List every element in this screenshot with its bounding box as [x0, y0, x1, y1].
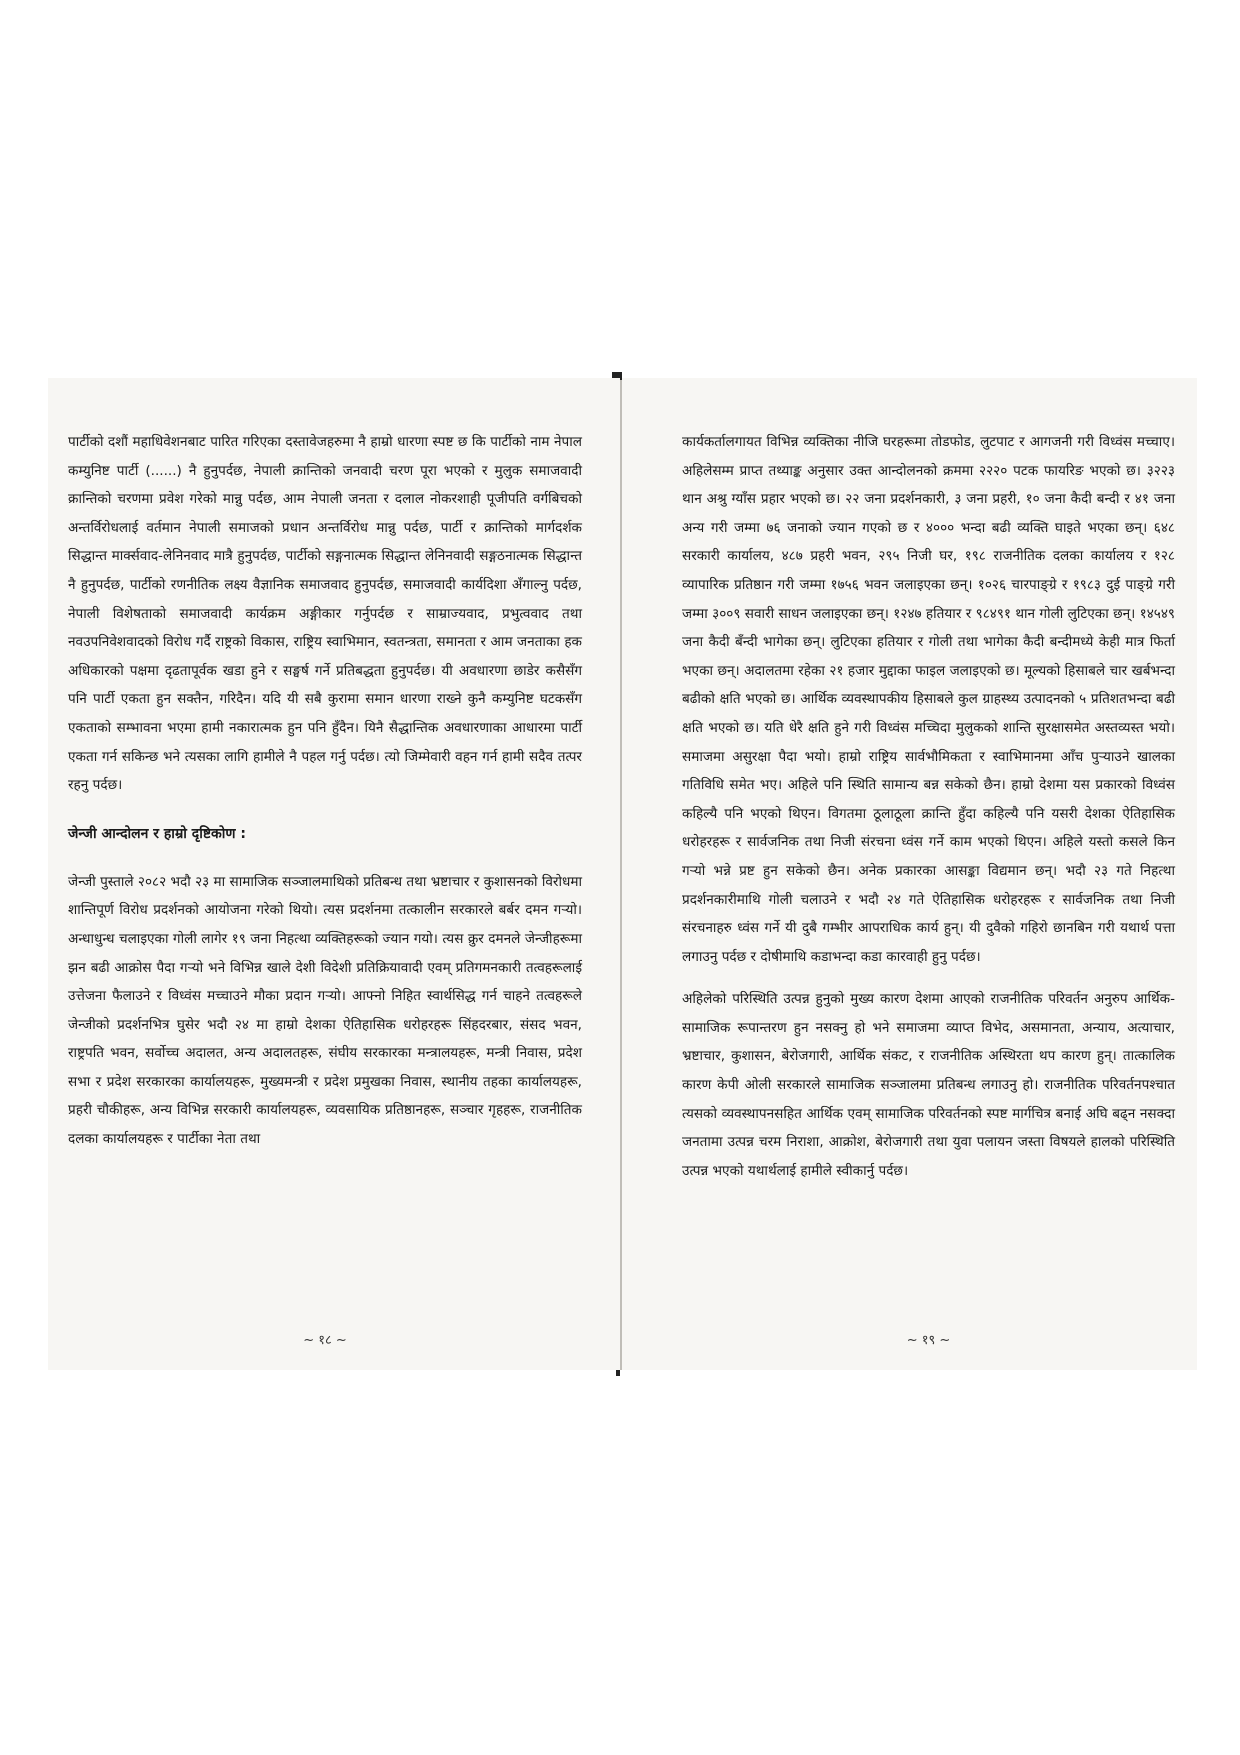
page-number: ~ १९ ~: [906, 1333, 951, 1348]
paragraph: अहिलेको परिस्थिति उत्पन्न हुनुको मुख्य कारण देशमा आएको राजनीतिक परिवर्तन अनुरुप आर्थिक-सामाजिक रूपान्तरण हुन नसक्नु हो भने समाजमा व्याप्त विभेद, असमानता, अन्याय, अत्याचार, भ्रष्टाचार, कुशासन, बेरोजगारी, आर्थिक संकट, र राजनीतिक अस्थिरता थप कारण हुन्। तात्कालिक कारण केपी ओली सरकारले सामाजिक सञ्जालमा प्रतिबन्ध लगाउनु हो। राजनीतिक परिवर्तनपश्चात त्यसको व्यवस्थापनसहित आर्थिक एवम् सामाजिक परिवर्तनको स्पष्ट मार्गचित्र बनाई अघि बढ्न नसक्दा जनतामा उत्पन्न चरम निराशा, आक्रोश, बेरोजगारी तथा युवा पलायन जस्ता विषयले हालको परिस्थिति उत्पन्न भएको यथार्थलाई हामीले स्वीकार्नु पर्दछ।: [682, 991, 1175, 1179]
paragraph: जेन्जी पुस्ताले २०८२ भदौ २३ मा सामाजिक सञ्जालमाथिको प्रतिबन्ध तथा भ्रष्टाचार र कुशासनको विरोधमा शान्तिपूर्ण विरोध प्रदर्शनको आयोजना गरेको थियो। त्यस प्रदर्शनमा तत्कालीन सरकारले बर्बर दमन गर्‍यो। अन्धाधुन्ध चलाइएका गोली लागेर १९ जना निहत्था व्यक्तिहरूको ज्यान गयो। त्यस क्रुर दमनले जेन्जीहरूमा झन बढी आक्रोस पैदा गर्‍यो भने विभिन्न खाले देशी विदेशी प्रतिक्रियावादी एवम् प्रतिगमनकारी तत्वहरूलाई उत्तेजना फैलाउने र विध्वंस मच्चाउने मौका प्रदान गर्‍यो। आफ्नो निहित स्वार्थसिद्ध गर्न चाहने तत्वहरूले जेन्जीको प्रदर्शनभित्र घुसेर भदौ २४ मा हाम्रो देशका ऐतिहासिक धरोहरहरू सिंहदरबार, संसद भवन, राष्ट्रपति भवन, सर्वोच्च अदालत, अन्य अदालतहरू, संघीय सरकारका मन्त्रालयहरू, मन्त्री निवास, प्रदेश सभा र प्रदेश सरकारका कार्यालयहरू, मुख्यमन्त्री र प्रदेश प्रमुखका निवास, स्थानीय तहका कार्यालयहरू, प्रहरी चौकीहरू, अन्य विभिन्न सरकारी कार्यालयहरू, व्यवसायिक प्रतिष्ठानहरू, सञ्चार गृहहरू, राजनीतिक दलका कार्यालयहरू र पार्टीका नेता तथा: [68, 873, 583, 1148]
paragraph: पार्टीको दशौं महाधिवेशनबाट पारित गरिएका दस्तावेजहरुमा नै हाम्रो धारणा स्पष्ट छ कि पार्टीको नाम नेपाल कम्युनिष्ट पार्टी (......) नै हुनुपर्दछ, नेपाली क्रान्तिको जनवादी चरण पूरा भएको र मुलुक समाजवादी क्रान्तिको चरणमा प्रवेश गरेको मान्नु पर्दछ, आम नेपाली जनता र दलाल नोकरशाही पूजीपति वर्गबिचको अन्तर्विरोधलाई वर्तमान नेपाली समाजको प्रधान अन्तर्विरोध मान्नु पर्दछ, पार्टी र क्रान्तिको मार्गदर्शक सिद्धान्त मार्क्सवाद-लेनिनवाद मात्रै हुनुपर्दछ, पार्टीको सङ्गनात्मक सिद्धान्त लेनिनवादी सङ्गठनात्मक सिद्धान्त नै हुनुपर्दछ, पार्टीको रणनीतिक लक्ष्य वैज्ञानिक समाजवाद हुनुपर्दछ, समाजवादी कार्यदिशा अँगाल्नु पर्दछ, नेपाली विशेषताको समाजवादी कार्यक्रम अङ्गीकार गर्नुपर्दछ र साम्राज्यवाद, प्रभुत्ववाद तथा नवउपनिवेशवादको विरोध गर्दै राष्ट्रको विकास, राष्ट्रिय स्वाभिमान, स्वतन्त्रता, समानता र आम जनताका हक अधिकारको पक्षमा दृढतापूर्वक खडा हुने र सङ्घर्ष गर्ने प्रतिबद्धता हुनुपर्दछ। यी अवधारणा छाडेर कसैसँग पनि पार्टी एकता हुन सक्तैन, गरिदैन। यदि यी सबै कुरामा समान धारणा राख्ने कुनै कम्युनिष्ट घटकसँग एकताको सम्भावना भएमा हामी नकारात्मक हुन पनि हुँदैन। यिनै सैद्धान्तिक अवधारणाका आधारमा पार्टी एकता गर्न सकिन्छ भने त्यसका लागि हामीले नै पहल गर्नु पर्दछ। त्यो जिम्मेवारी वहन गर्न हामी सदैव तत्पर रहनु पर्दछ।: [68, 434, 582, 794]
left-page: [48, 378, 620, 1370]
right-page: [622, 378, 1197, 1370]
spine-mark: [616, 1370, 620, 1376]
section-heading: जेन्जी आन्दोलन र हाम्रो दृष्टिकोण :: [68, 825, 247, 842]
paragraph: कार्यकर्तालगायत विभिन्न व्यक्तिका नीजि घरहरूमा तोडफोड, लुटपाट र आगजनी गरी विध्वंस मच्चाए। अहिलेसम्म प्राप्त तथ्याङ्क अनुसार उक्त आन्दोलनको क्रममा २२२० पटक फायरिङ भएको छ। ३२२३ थान अश्रु ग्याँस प्रहार भएको छ। २२ जना प्रदर्शनकारी, ३ जना प्रहरी, १० जना कैदी बन्दी र ४१ जना अन्य गरी जम्मा ७६ जनाको ज्यान गएको छ र ४००० भन्दा बढी व्यक्ति घाइते भएका छन्। ६४८ सरकारी कार्यालय, ४८७ प्रहरी भवन, २९५ निजी घर, १९८ राजनीतिक दलका कार्यालय र १२८ व्यापारिक प्रतिष्ठान गरी जम्मा १७५६ भवन जलाइएका छन्। १०२६ चारपाङ्ग्रे र १९८३ दुई पाङ्ग्रे गरी जम्मा ३००९ सवारी साधन जलाइएका छन्। १२४७ हतियार र ९८४९१ थान गोली लुटिएका छन्। १४५४९ जना कैदी बँन्दी भागेका छन्। लुटिएका हतियार र गोली तथा भागेका कैदी बन्दीमध्ये केही मात्र फिर्ता भएका छन्। अदालतमा रहेका २१ हजार मुद्दाका फाइल जलाइएको छ। मूल्यको हिसाबले चार खर्बभन्दा बढीको क्षति भएको छ। आर्थिक व्यवस्थापकीय हिसाबले कुल ग्राहस्थ्य उत्पादनको ५ प्रतिशतभन्दा बढी क्षति भएको छ। यति धेरै क्षति हुने गरी विध्वंस मच्चिदा मुलुकको शान्ति सुरक्षासमेत अस्तव्यस्त भयो। समाजमा असुरक्षा पैदा भयो। हाम्रो राष्ट्रिय सार्वभौमिकता र स्वाभिमानमा आँच पुर्‍याउने खालका गतिविधि समेत भए। अहिले पनि स्थिति सामान्य बन्न सकेको छैन। हाम्रो देशमा यस प्रकारको विध्वंस कहिल्यै पनि भएको थिएन। विगतमा ठूलाठूला क्रान्ति हुँदा कहिल्यै पनि यसरी देशका ऐतिहासिक धरोहरहरू र सार्वजनिक तथा निजी संरचना ध्वंस गर्ने काम भएको थिएन। अहिले यस्तो कसले किन गर्‍यो भन्ने प्रष्ट हुन सकेको छैन। अनेक प्रकारका आसङ्का विद्यमान छन्। भदौ २३ गते निहत्था प्रदर्शनकारीमाथि गोली चलाउने र भदौ २४ गते ऐतिहासिक धरोहरहरू र सार्वजनिक तथा निजी संरचनाहरु ध्वंस गर्ने यी दुबै गम्भीर आपराधिक कार्य हुन्। यी दुवैको गहिरो छानबिन गरी यथार्थ पत्ता लगाउनु पर्दछ र दोषीमाथि कडाभन्दा कडा कारवाही हुनु पर्दछ।: [682, 434, 1175, 965]
page-number: ~ १८ ~: [303, 1333, 347, 1348]
